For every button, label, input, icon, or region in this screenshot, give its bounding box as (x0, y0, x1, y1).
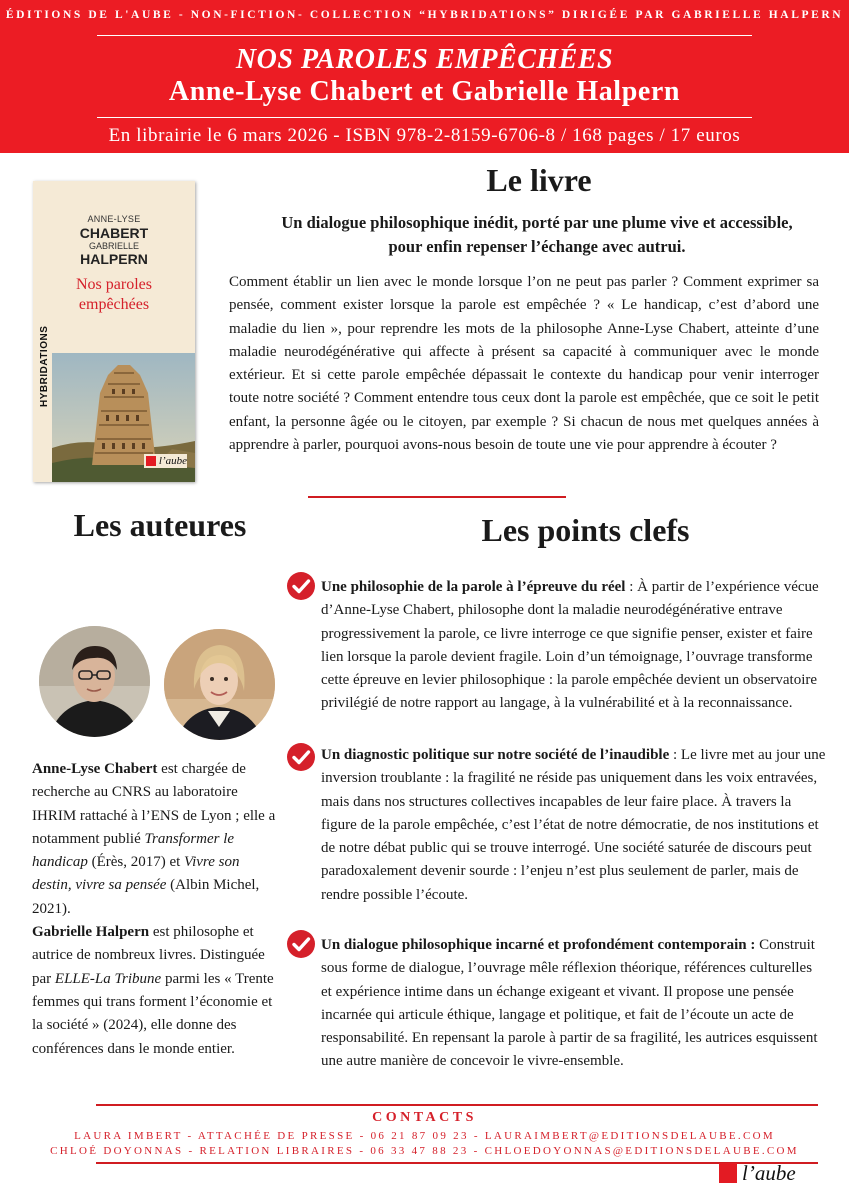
portrait-photo-icon (39, 626, 150, 737)
footer-divider-bottom (96, 1162, 818, 1164)
livre-heading: Le livre (486, 162, 592, 198)
key-point-text: : Le livre met au jour une inversion troublante : la fragilité ne réside pas uniquement dans les voix entravées, mais dans nos structures collectives incapables de leur faire place. À travers la figure de la parole empêchée, c’est l’état de notre démocratie, de nos institutions et de notre débat public qui se trouve interrogé. Une société saturée de discours peut paradoxalement devenir sourde : l’enjeu n’est plus seulement de parler, mais de rendre possible l’écoute. (321, 747, 826, 903)
livre-lede-line2: pour enfin repenser l’échange avec autrui. (388, 237, 686, 256)
key-point (321, 576, 826, 716)
authors-biographies (32, 758, 277, 1061)
livre-lede (226, 211, 848, 259)
key-point (321, 744, 826, 907)
bio-chabert-text2: (Érès, 2017) et (87, 854, 185, 871)
cover-author1-last: CHABERT (79, 225, 149, 241)
key-point-title: Une philosophie de la parole à l’épreuve du réel (321, 579, 626, 595)
cover-title (33, 275, 195, 315)
header-divider-middle (97, 117, 752, 118)
section-divider (308, 496, 566, 498)
bio-chabert (32, 758, 277, 921)
header-divider-top (97, 35, 752, 36)
author-portrait-halpern (164, 629, 275, 740)
bio-chabert-name: Anne-Lyse Chabert (32, 761, 158, 777)
footer-divider (96, 1104, 818, 1106)
bio-halpern-text: est philosophe et autrice de nombreux livres. Distinguée par (32, 924, 265, 987)
collection-line: ÉDITIONS DE L'AUBE - NON-FICTION- COLLECTION “HYBRIDATIONS” DIRIGÉE PAR GABRIELLE HALPERN (5, 9, 844, 21)
cover-title-line2: empêchées (78, 296, 150, 313)
check-circle-icon (286, 742, 316, 772)
bio-chabert-text3: (Albin Michel, 2021). (32, 877, 260, 917)
cover-author2-first: GABRIELLE (88, 241, 140, 251)
publisher-square-icon (719, 1163, 737, 1183)
bio-halpern-text2: parmi les « Trente femmes qui trans forment l’économie et la société » (2024), elle donne des conférences dans le monde entier. (32, 970, 274, 1057)
contact-press: LAURA IMBERT - ATTACHÉE DE PRESSE - 06 21 87 09 23 - LAURAIMBERT@EDITIONSDELAUBE.COM (74, 1130, 775, 1142)
author-portrait-chabert (39, 626, 150, 737)
key-point-text: : À partir de l’expérience vécue d’Anne-Lyse Chabert, philosophe dont la maladie neurodégénérative entrave progressivement la parole, ce livre interroge ce que signifie penser, exister et faire lien lorsque la parole devient fragile. Loin d’un témoignage, l’ouvrage transforme cette épreuve en levier philosophique : la parole empêchée devient un observatoire privilégié de notre rapport au langage, à la vulnérabilité et à la reconnaissance. (321, 579, 819, 712)
cover-author2-last: HALPERN (80, 251, 148, 267)
bio-chabert-text: est chargée de recherche au CNRS au laboratoire IHRIM rattaché à l’ENS de Lyon ; elle a notamment publié (32, 761, 276, 847)
bio-chabert-book2: Vivre son destin, vivre sa pensée (32, 854, 240, 894)
key-point (321, 934, 826, 1074)
cover-title-line1: Nos paroles (76, 276, 152, 293)
check-circle-icon (286, 571, 316, 601)
publication-info: En librairie le 6 mars 2026 - ISBN 978-2-8159-6706-8 / 168 pages / 17 euros (108, 125, 741, 146)
auteures-heading: Les auteures (73, 507, 247, 543)
header-band (0, 0, 849, 153)
key-point-text: Construit sous forme de dialogue, l’ouvrage mêle réflexion théorique, références culturelles et expérience intime dans un échange exigeant et vivant. Il propose une pensée incarnée qui articule éthique, langage et politique, et fait de l’écoute un acte de responsabilité. En repensant la parole à partir de sa fragilité, les autrices esquissent une autre manière de concevoir le vivre-ensemble. (321, 937, 818, 1070)
book-cover (33, 181, 195, 482)
cover-author1-first: ANNE-LYSE (87, 214, 141, 224)
cover-publisher-name: l’aube (158, 455, 187, 467)
key-point-title: Un diagnostic politique sur notre société de l’inaudible (321, 747, 670, 763)
contacts-heading: CONTACTS (372, 1110, 477, 1125)
livre-lede-line1: Un dialogue philosophique inédit, porté par une plume vive et accessible, (281, 213, 793, 232)
cover-collection-label: HYBRIDATIONS (39, 325, 50, 407)
points-heading: Les points clefs (481, 512, 690, 548)
publisher-logo (719, 1161, 796, 1185)
contact-booksellers: CHLOÉ DOYONNAS - RELATION LIBRAIRES - 06 33 47 88 23 - CHLOEDOYONNAS@EDITIONSDELAUBE.COM (50, 1145, 799, 1157)
portrait-photo-icon (164, 629, 275, 740)
publisher-logo-name: l’aube (742, 1160, 796, 1185)
bio-chabert-book1: Transformer le handicap (32, 830, 235, 871)
bio-halpern (32, 921, 277, 1061)
book-title: NOS PAROLES EMPÊCHÉES (235, 44, 614, 75)
cover-publisher-logo (144, 454, 187, 468)
publisher-square-icon (146, 456, 156, 466)
bio-halpern-magazine: ELLE-La Tribune (54, 970, 162, 987)
livre-description: Comment établir un lien avec le monde lorsque l’on ne peut pas parler ? Comment exprimer sa pensée, comment exister lorsque la parole est empêchée ? « Le handicap, c’est d’abord une maladie du lien », pour reprendre les mots de la philosophe Anne-Lyse Chabert, atteinte d’une maladie neurodégénérative qui affecte à présent sa capacité à communiquer avec le monde extérieur. Et si cette parole empêchée dépassait le contexte du handicap pour venir interroger toute notre société ? Comment entendre tous ceux dont la parole est empêchée, que ce soit le petit enfant, la personne âgée ou le citoyen, par exemple ? Si chacun de nous met quelques années à apprendre à parler, pourquoi avons-nous besoin de toute une vie pour apprendre à écouter ? (229, 274, 819, 454)
book-authors: Anne-Lyse Chabert et Gabrielle Halpern (168, 76, 681, 107)
check-circle-icon (286, 929, 316, 959)
bio-halpern-name: Gabrielle Halpern (32, 924, 150, 941)
key-point-title: Un dialogue philosophique incarné et profondément contemporain : (321, 937, 756, 953)
